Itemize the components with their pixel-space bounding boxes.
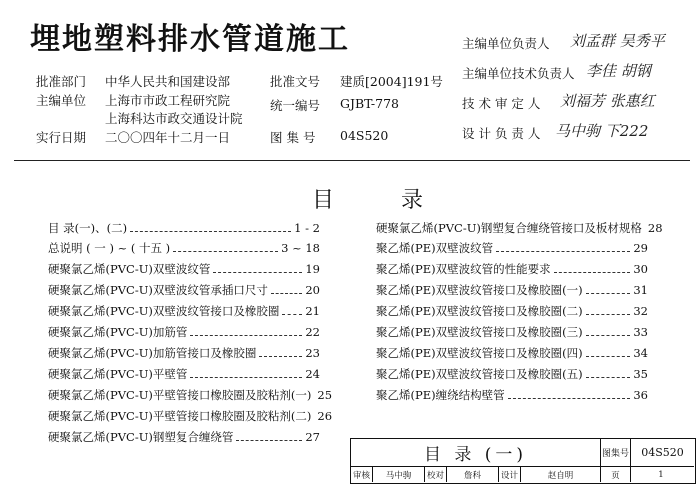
unified-no-label: 统一编号: [270, 98, 321, 113]
document-title: 埋地塑料排水管道施工: [30, 22, 350, 57]
toc-item[interactable]: 聚乙烯(PE)双壁波纹管接口及橡胶圈(五) 35: [376, 367, 648, 381]
editor-unit-label: 主编单位: [36, 93, 87, 108]
drawing-name: 目 录 (一): [351, 439, 601, 467]
toc-heading: 目 录: [312, 188, 453, 213]
review-label: 审核: [351, 467, 373, 482]
toc-item[interactable]: 硬聚氯乙烯(PVC-U)平壁管接口橡胶圈及胶粘剂(二) 26: [48, 409, 333, 423]
toc-item[interactable]: 硬聚氯乙烯(PVC-U)平壁管 24: [48, 367, 320, 381]
toc-item[interactable]: 硬聚氯乙烯(PVC-U)双壁波纹管 19: [48, 262, 320, 276]
toc-item[interactable]: 聚乙烯(PE)双壁波纹管接口及橡胶圈(三) 33: [376, 325, 648, 339]
design-name: 赵自明: [521, 467, 601, 482]
toc-item[interactable]: 总说明 ( 一 ) ~ ( 十五 ) 3 ~ 18: [48, 241, 320, 255]
toc-item[interactable]: 聚乙烯(PE)双壁波纹管接口及橡胶圈(四) 34: [376, 346, 648, 360]
toc-item[interactable]: 聚乙烯(PE)缠绕结构壁管 36: [376, 388, 648, 402]
check-label: 校对: [425, 467, 447, 482]
header-divider: [14, 160, 690, 161]
signature-editor-head: 刘孟群 吴秀平: [570, 32, 665, 50]
toc-item[interactable]: 硬聚氯乙烯(PVC-U)钢塑复合缠绕管接口及板材规格 28: [376, 221, 663, 235]
atlas-no-label: 图 集 号: [270, 130, 316, 145]
sign-label-design-head: 设 计 负 责 人: [462, 126, 541, 141]
approval-row: [351, 467, 694, 482]
toc-item[interactable]: 聚乙烯(PE)双壁波纹管的性能要求 30: [376, 262, 648, 276]
toc-item[interactable]: 硬聚氯乙烯(PVC-U)平壁管接口橡胶圈及胶粘剂(一) 25: [48, 388, 333, 402]
sign-label-tech-head: 主编单位技术负责人: [462, 66, 575, 81]
signature-design-head: 马中驹 下222: [555, 122, 649, 140]
toc-item[interactable]: 聚乙烯(PE)双壁波纹管 29: [376, 241, 648, 255]
editor-unit-1: 上海市市政工程研究院: [105, 93, 231, 108]
approval-doc-label: 批准文号: [270, 74, 321, 89]
atlas-label: 图集号: [601, 439, 631, 467]
toc-item[interactable]: 目 录(一)、(二) 1 - 2: [48, 221, 320, 235]
toc-item[interactable]: 硬聚氯乙烯(PVC-U)双壁波纹管承插口尺寸 20: [48, 283, 320, 297]
page-value: 1: [658, 469, 664, 480]
toc-item[interactable]: 硬聚氯乙烯(PVC-U)加筋管接口及橡胶圈 23: [48, 346, 320, 360]
signature-tech-reviewer: 刘福芳 张惠红: [560, 92, 655, 110]
review-name: 马中驹: [373, 467, 425, 482]
toc-item[interactable]: 硬聚氯乙烯(PVC-U)双壁波纹管接口及橡胶圈 21: [48, 304, 320, 318]
sign-label-editor-head: 主编单位负责人: [462, 36, 550, 51]
unified-no: GJBT-778: [340, 96, 399, 111]
signature-tech-head: 李佳 胡钢: [586, 62, 651, 80]
impl-date: 二〇〇四年十二月一日: [105, 130, 231, 145]
toc-item[interactable]: 硬聚氯乙烯(PVC-U)钢塑复合缠绕管 27: [48, 430, 320, 444]
approval-doc: 建质[2004]191号: [340, 74, 443, 89]
toc-item[interactable]: 聚乙烯(PE)双壁波纹管接口及橡胶圈(二) 32: [376, 304, 648, 318]
title-block: [350, 438, 696, 484]
atlas-no: 04S520: [340, 128, 389, 143]
approval-dept: 中华人民共和国建设部: [105, 74, 231, 89]
approval-dept-label: 批准部门: [36, 74, 87, 89]
design-label: 设计: [499, 467, 521, 482]
atlas-value: 04S520: [631, 439, 694, 467]
toc-item[interactable]: 聚乙烯(PE)双壁波纹管接口及橡胶圈(一) 31: [376, 283, 648, 297]
sign-label-tech-reviewer: 技 术 审 定 人: [462, 96, 541, 111]
page-label: 页: [601, 467, 631, 482]
editor-unit-2: 上海科达市政交通设计院: [105, 111, 243, 126]
impl-date-label: 实行日期: [36, 130, 87, 145]
toc-item[interactable]: 硬聚氯乙烯(PVC-U)加筋管 22: [48, 325, 320, 339]
check-name: 詹科: [447, 467, 499, 482]
